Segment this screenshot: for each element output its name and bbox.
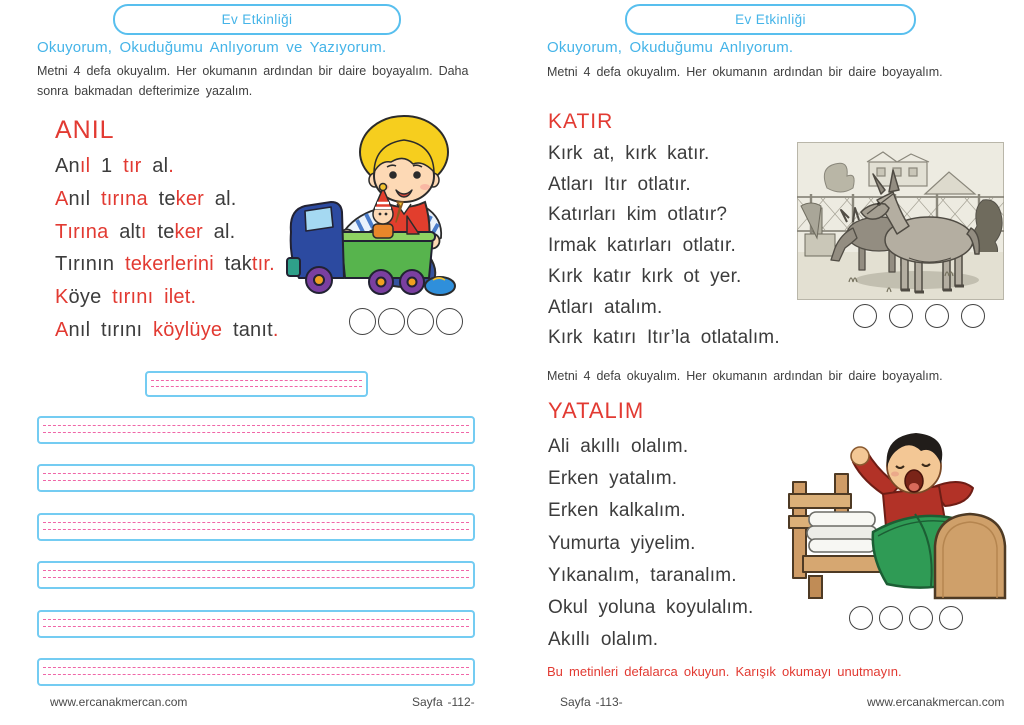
story-line: Tırına altı teker al.: [55, 220, 236, 243]
instruction-text: Metni 4 defa okuyalım. Her okumanın ardından bir daire boyayalım. Daha sonra bakmadan defterimize yazalım.: [37, 64, 469, 99]
section-subtitle: Okuyorum, Okuduğumu Anlıyorum ve Yazıyorum.: [37, 39, 387, 56]
activity-badge-label: Ev Etkinliği: [735, 12, 806, 27]
story-line: Katırları kim otlatır?: [548, 204, 728, 226]
writing-line-box[interactable]: [37, 658, 475, 686]
story-line: Yumurta yiyelim.: [548, 532, 696, 554]
reading-circles-katir: [853, 304, 985, 328]
story-line: Erken yatalım.: [548, 468, 678, 490]
story-line: Atları atalım.: [548, 296, 663, 318]
story-line: Irmak katırları otlatır.: [548, 235, 736, 257]
reading-circles-yatalim: [849, 606, 963, 630]
writing-line-box[interactable]: [37, 416, 475, 444]
reading-progress-circle[interactable]: [909, 606, 933, 630]
reading-progress-circle[interactable]: [378, 308, 405, 335]
story-line: Yıkanalım, taranalım.: [548, 564, 737, 586]
story-line: Akıllı olalım.: [548, 629, 659, 651]
reading-progress-circle[interactable]: [939, 606, 963, 630]
story-text-anil: [55, 150, 279, 347]
activity-badge: [625, 4, 916, 35]
activity-badge: [113, 4, 401, 35]
reminder-note: Bu metinleri defalarca okuyun. Karışık okumayı unutmayın.: [547, 664, 902, 679]
story-line: Anıl 1 tır al.: [55, 155, 174, 177]
writing-line-box-small[interactable]: [145, 371, 368, 397]
website-url: www.ercanakmercan.com: [50, 695, 188, 709]
story-title-anil: ANIL: [55, 116, 115, 144]
story-line: Atları Itır otlatır.: [548, 173, 691, 195]
reading-circles-anil: [349, 308, 463, 335]
story-line: Anıl tırını köylüye tanıt.: [55, 318, 279, 341]
bed-illustration: [783, 424, 1013, 604]
website-url: www.ercanakmercan.com: [867, 695, 1005, 709]
reading-progress-circle[interactable]: [925, 304, 949, 328]
instruction-text-2: Metni 4 defa okuyalım. Her okumanın ardından bir daire boyayalım.: [547, 369, 943, 383]
activity-badge-label: Ev Etkinliği: [221, 12, 293, 27]
story-line: Tırının tekerlerini taktır.: [55, 253, 275, 276]
story-line: Köye tırını ilet.: [55, 286, 197, 309]
reading-progress-circle[interactable]: [889, 304, 913, 328]
reading-progress-circle[interactable]: [436, 308, 463, 335]
reading-progress-circle[interactable]: [849, 606, 873, 630]
story-line: Anıl tırına teker al.: [55, 187, 237, 210]
boy-truck-illustration: [283, 110, 468, 305]
mules-illustration: [797, 142, 1004, 300]
story-line: Erken kalkalım.: [548, 500, 686, 522]
story-title-yatalim: YATALIM: [548, 398, 645, 423]
section-subtitle: Okuyorum, Okuduğumu Anlıyorum.: [547, 39, 794, 56]
writing-line-box[interactable]: [37, 561, 475, 589]
story-line: Kırk katırı Itır’la otlatalım.: [548, 327, 780, 349]
story-line: Okul yoluna koyulalım.: [548, 597, 754, 619]
story-text-yatalim: [548, 431, 754, 656]
writing-line-box[interactable]: [37, 610, 475, 638]
writing-line-box[interactable]: [37, 513, 475, 541]
page-number: Sayfa -113-: [560, 695, 623, 709]
story-line: Kırk at, kırk katır.: [548, 143, 710, 164]
reading-progress-circle[interactable]: [879, 606, 903, 630]
reading-progress-circle[interactable]: [961, 304, 985, 328]
instruction-text: Metni 4 defa okuyalım. Her okumanın ardından bir daire boyayalım.: [547, 65, 943, 79]
reading-progress-circle[interactable]: [853, 304, 877, 328]
writing-line-box[interactable]: [37, 464, 475, 492]
page-number: Sayfa -112-: [412, 695, 475, 709]
story-line: Ali akıllı olalım.: [548, 436, 689, 457]
story-text-katir: [548, 139, 780, 354]
reading-progress-circle[interactable]: [407, 308, 434, 335]
story-title-katir: KATIR: [548, 110, 614, 133]
reading-progress-circle[interactable]: [349, 308, 376, 335]
story-line: Kırk katır kırk ot yer.: [548, 265, 742, 287]
